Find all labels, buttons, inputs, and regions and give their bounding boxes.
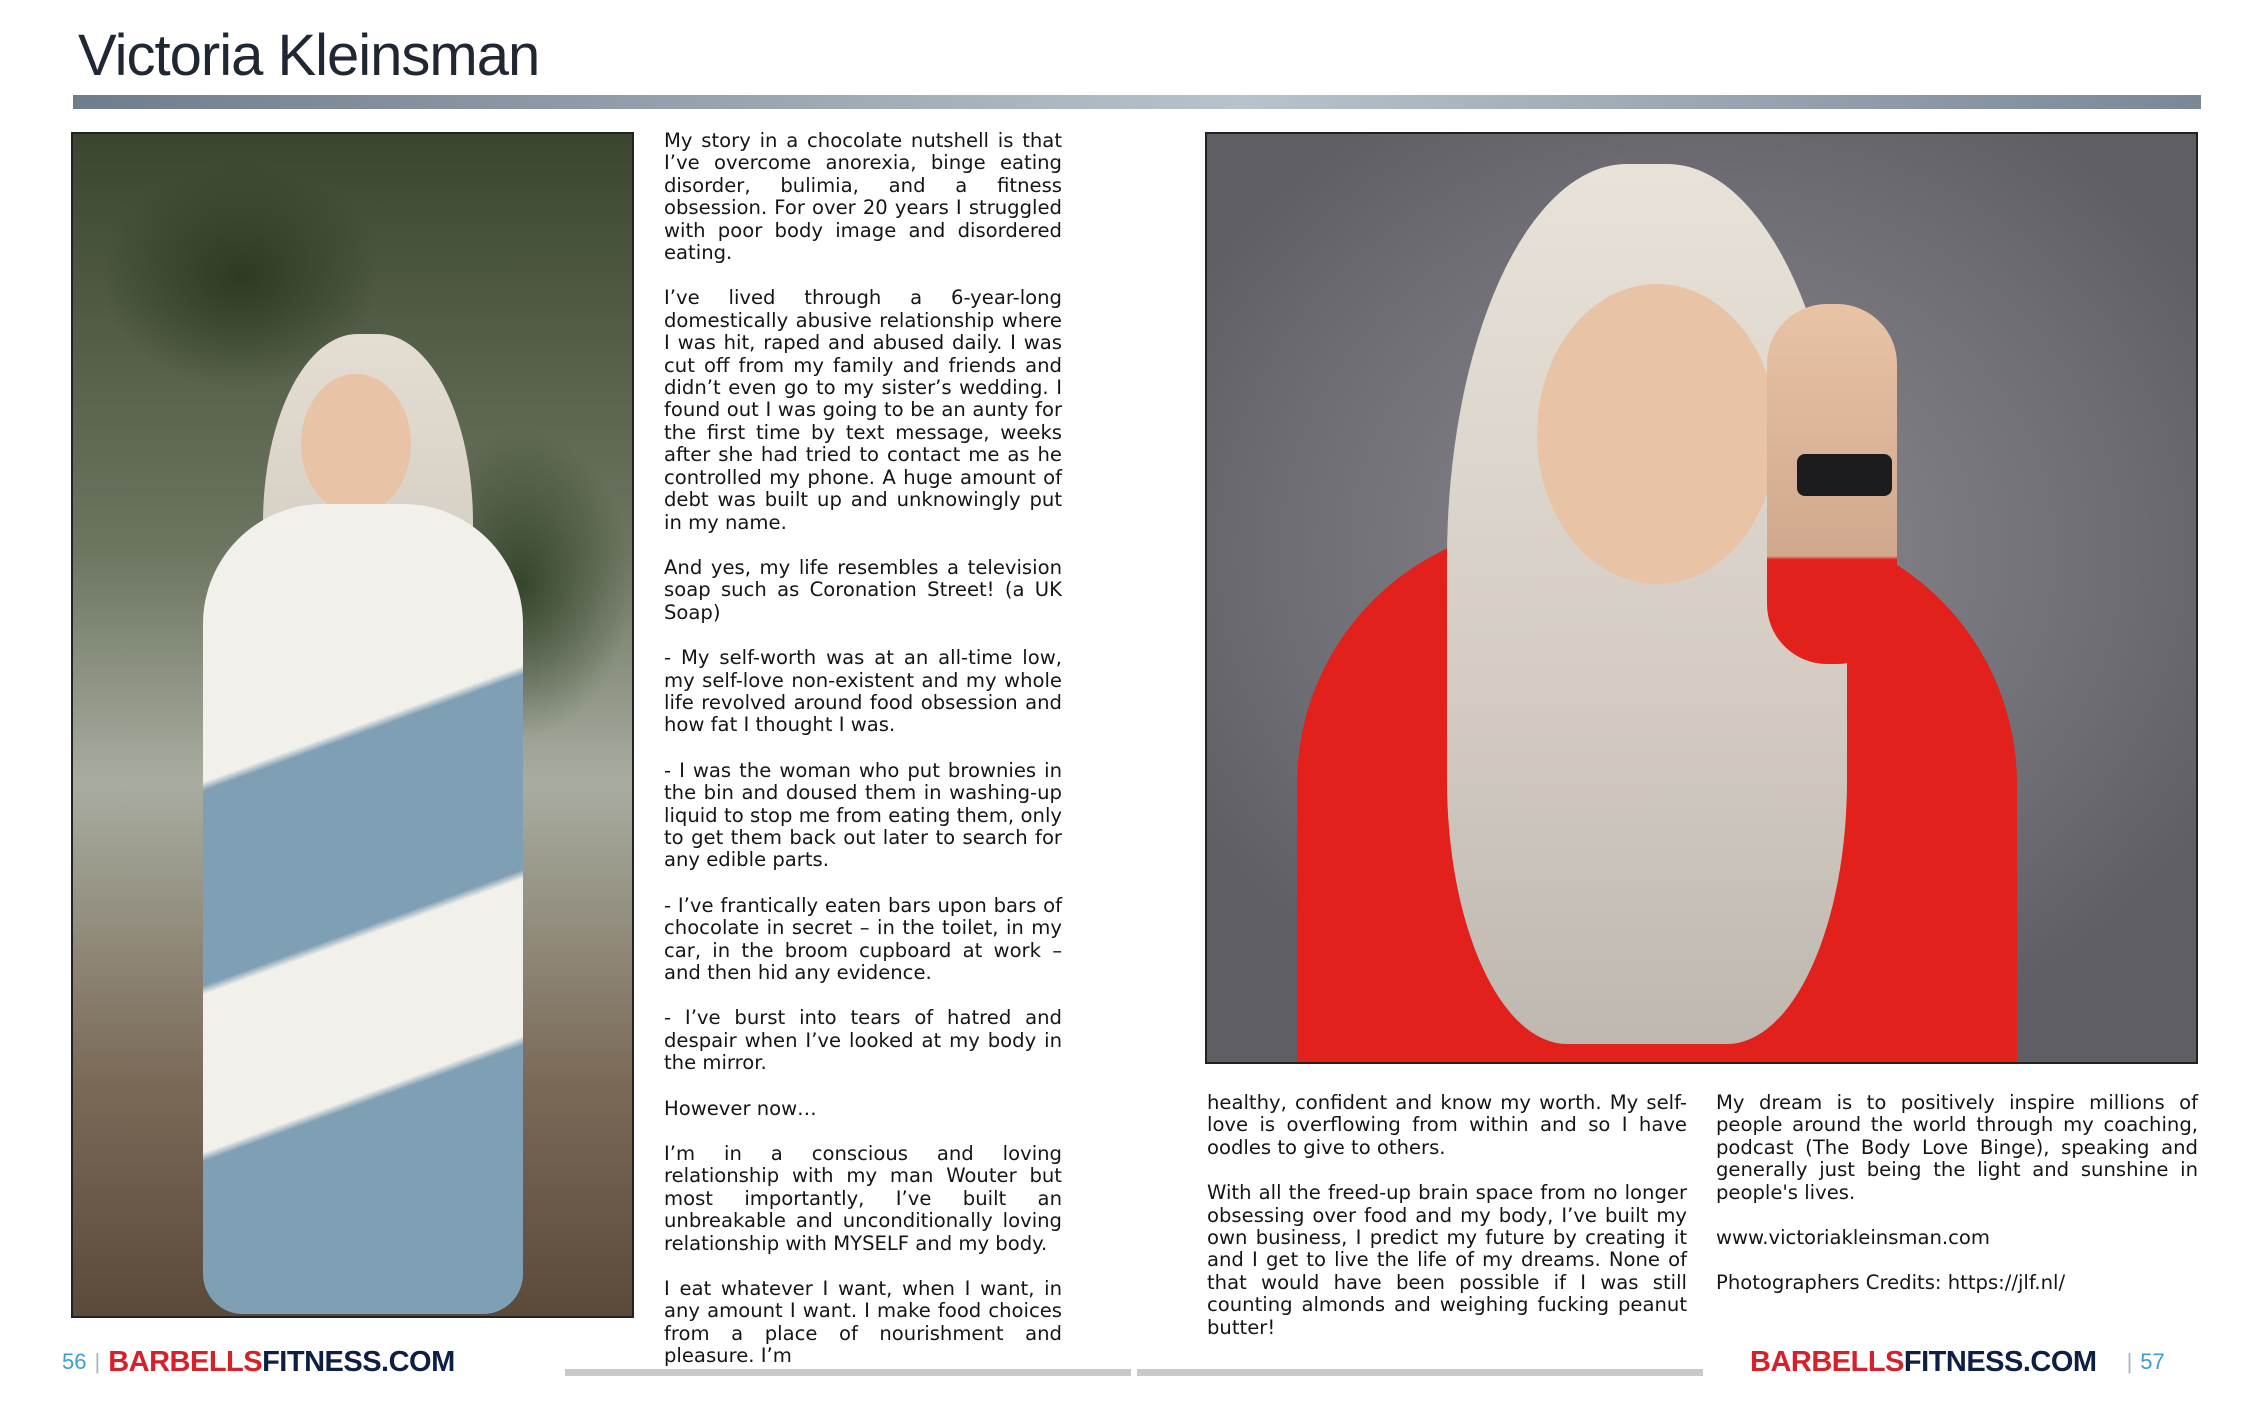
photographer-credits: Photographers Credits: https://jlf.nl/ [1716, 1271, 2066, 1295]
photo-face [1537, 284, 1777, 584]
paragraph: My story in a chocolate nutshell is that I’ve overcome anorexia, binge eating disorder, bulimia, and a fitness obsession. For over 20 years I struggled with poor body image and disordered eating. [664, 129, 1062, 265]
paragraph: - I’ve burst into tears of hatred and despair when I’ve looked at my body in the mirror. [664, 1006, 1062, 1075]
article-column-1 [664, 130, 1062, 1368]
article-column-2 [1207, 1092, 1687, 1339]
paragraph: - My self-worth was at an all-time low, my self-love non-existent and my whole life revolved around food obsession and how fat I thought I was. [664, 646, 1062, 737]
photo-outdoor-portrait [71, 132, 634, 1318]
photo-wristwatch [1797, 454, 1892, 496]
footer-rule-right [1137, 1369, 1703, 1376]
page-number-right: 57 [2140, 1349, 2165, 1374]
brand-logo-part: FITNESS.COM [1903, 1345, 2097, 1378]
footer-separator: | [94, 1349, 101, 1374]
paragraph: healthy, confident and know my worth. My self-love is overflowing from within and so I have oodles to give to others. [1207, 1091, 1687, 1159]
footer-right [1750, 1342, 2165, 1382]
paragraph: - I’ve frantically eaten bars upon bars of chocolate in secret – in the toilet, in my car, in the broom cupboard at work – and then hid any evidence. [664, 893, 1062, 984]
paragraph: My dream is to positively inspire millions of people around the world through my coaching, podcast (The Body Love Binge), speaking and generally just being the light and sunshine in people's lives. [1716, 1091, 2198, 1204]
footer-left [62, 1342, 455, 1382]
photo-studio-portrait [1205, 132, 2198, 1064]
brand-logo [108, 1346, 455, 1379]
paragraph: However now… [664, 1096, 817, 1120]
paragraph: I’m in a conscious and loving relationship with my man Wouter but most importantly, I’ve built an unbreakable and unconditionally loving relationship with MYSELF and my body. [664, 1142, 1062, 1255]
paragraph: With all the freed-up brain space from no longer obsessing over food and my body, I’ve built my own business, I predict my future by creating it and I get to live the life of my dreams. None of that would have been possible if I was still counting almonds and weighing fucking peanut butter! [1207, 1181, 1687, 1339]
paragraph: - I was the woman who put brownies in the bin and doused them in washing-up liquid to stop me from eating them, only to get them back out later to search for any edible parts. [664, 758, 1062, 872]
paragraph: I’ve lived through a 6-year-long domestically abusive relationship where I was hit, raped and abused daily. I was cut off from my family and friends and didn’t even go to my sister’s wedding. I found out I was going to be an aunty for the first time by text message, weeks after she had tried to contact me as he controlled my phone. A huge amount of debt was built up and unknowingly put in my name. [664, 286, 1062, 534]
brand-logo-part: BARBELLS [1750, 1345, 1904, 1378]
brand-logo-part: FITNESS.COM [262, 1345, 455, 1378]
article-column-3 [1716, 1092, 2198, 1295]
article-title: Victoria Kleinsman [78, 23, 540, 88]
brand-logo [1750, 1346, 2097, 1379]
website-link[interactable]: www.victoriakleinsman.com [1716, 1226, 1990, 1250]
footer-rule-left [565, 1369, 1131, 1376]
paragraph: And yes, my life resembles a television soap such as Coronation Street! (a UK Soap) [664, 555, 1062, 624]
photo-dress [203, 504, 523, 1314]
title-underline-bar [73, 95, 2201, 109]
paragraph: I eat whatever I want, when I want, in any amount I want. I make food choices from a place of nourishment and pleasure. I’m [664, 1277, 1062, 1368]
photo-face [301, 374, 411, 514]
page-number-left: 56 [62, 1349, 87, 1374]
footer-separator: | [2126, 1349, 2133, 1374]
brand-logo-part: BARBELLS [108, 1345, 263, 1378]
